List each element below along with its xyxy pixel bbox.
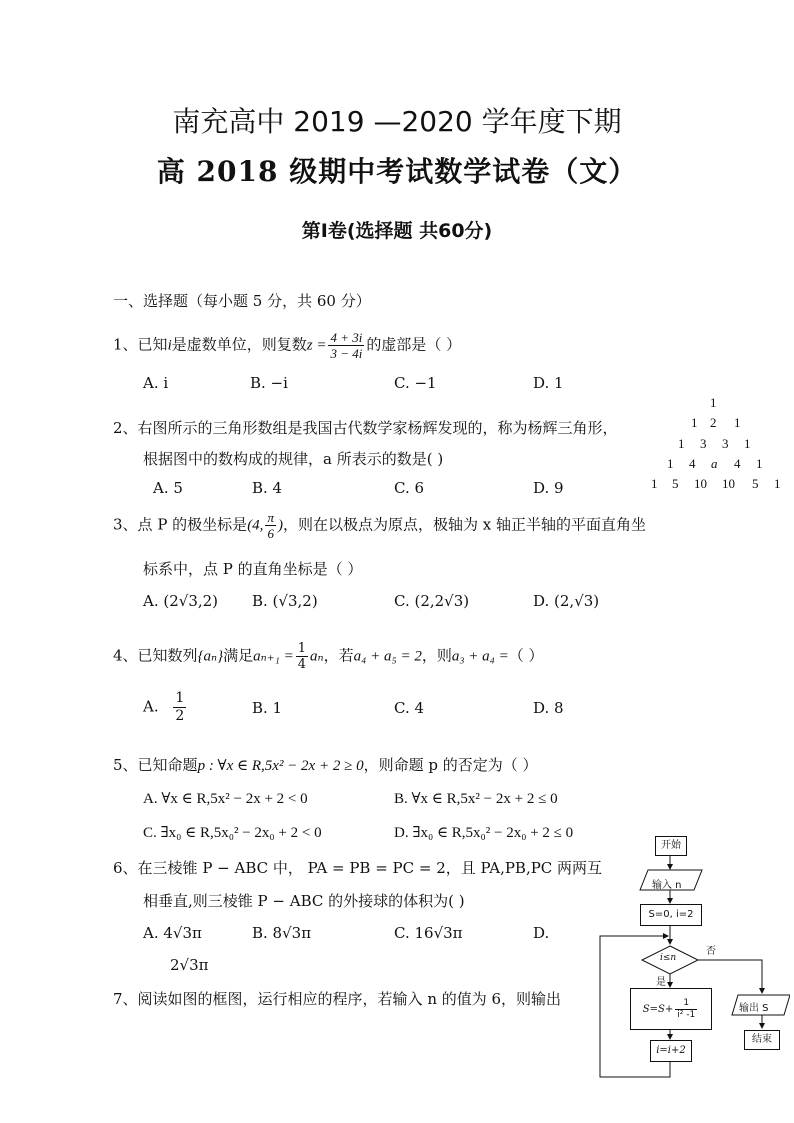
q2-option-b: B. 4: [252, 479, 283, 497]
q5-option-d: D. ∃x₀ ∈ R,5x₀² − 2x₀ + 2 ≤ 0: [394, 825, 574, 841]
q4-cond: a₄ + a₅ = 2: [353, 648, 422, 665]
q2-option-a: A. 5: [153, 479, 183, 497]
q4-option-c: C. 4: [394, 699, 425, 717]
q4-option-d: D. 8: [533, 699, 564, 717]
q4-text-c: ，若: [323, 646, 354, 665]
q2-option-c: C. 6: [394, 479, 425, 497]
q3-option-a: A. (2√3,2): [143, 592, 219, 610]
q3-frac-den: 6: [267, 526, 274, 541]
pascal-cell: 4: [734, 456, 741, 471]
pascal-cell: 1: [691, 415, 698, 430]
section-heading: 一、选择题（每小题 5 分，共 60 分）: [113, 292, 371, 310]
question-5: [113, 754, 538, 775]
flowchart-update-den: i² -1: [677, 1009, 696, 1020]
flowchart-update-fraction: [675, 998, 697, 1021]
q6-option-b: B. 8√3π: [252, 924, 312, 942]
pascal-cell: 3: [722, 436, 729, 451]
pascal-cell: 1: [734, 415, 741, 430]
flowchart-start: 开始: [655, 836, 687, 856]
pascal-cell: 5: [752, 476, 759, 491]
q5-option-c: C. ∃x₀ ∈ R,5x₀² − 2x₀ + 2 < 0: [143, 825, 322, 841]
question-4: [113, 641, 544, 672]
q4-option-a-label: A.: [143, 697, 159, 716]
q4-text-d: ，则: [421, 646, 452, 665]
pascal-cell: 1: [678, 436, 685, 451]
flowchart-end: 结束: [744, 1030, 780, 1050]
q6-option-d: D.: [533, 924, 550, 942]
q1-option-b: B. −i: [250, 374, 288, 392]
q6-line1-text: 在三棱锥 P − ABC 中， PA = PB = PC = 2，且 PA,PB,PC 两两互: [137, 859, 603, 877]
question-number: 3、: [113, 515, 138, 534]
q4-text-e: （ ）: [508, 646, 544, 665]
q3-text-b: ，则在以极点为原点，极轴为 x 轴正半轴的平面直角坐: [282, 515, 646, 534]
flowchart-yes-label: 是: [656, 977, 666, 988]
q1-text-a: 已知: [137, 335, 168, 354]
q4-seq: {aₙ}: [197, 648, 224, 665]
pascal-cell: 4: [689, 456, 696, 471]
q3-frac-num: π: [267, 510, 274, 525]
q5-text-a: 已知命题: [137, 756, 198, 774]
question-number: 5、: [113, 756, 138, 774]
q3-fraction: [265, 510, 276, 541]
question-2-line1: [113, 417, 618, 438]
q1-option-a: A. i: [143, 374, 169, 392]
flowchart-output-label: 输出 S: [739, 1003, 769, 1014]
q1-fraction: [328, 330, 364, 361]
q1-frac-num: 4 + 3i: [330, 330, 363, 345]
pascal-cell: 1: [710, 395, 717, 410]
q4-text-a: 已知数列: [137, 646, 198, 665]
flowchart-init: S=0, i=2: [640, 904, 702, 926]
question-number: 1、: [113, 335, 138, 354]
flowchart-condition-label: i≤n: [660, 953, 677, 963]
question-6-line1: [113, 857, 602, 878]
q4-fraction: [296, 641, 308, 672]
q6-option-d-value: 2√3π: [170, 956, 209, 974]
question-1: [113, 330, 461, 361]
pascal-cell: 10: [722, 476, 735, 491]
pascal-cell: 2: [710, 415, 717, 430]
pascal-cell: 10: [694, 476, 707, 491]
pascal-cell: 1: [667, 456, 674, 471]
pascal-cell-a: a: [711, 456, 718, 471]
q1-option-c: C. −1: [394, 374, 437, 392]
question-6-line2: 相垂直,则三棱锥 P − ABC 的外接球的体积为( ): [143, 892, 465, 910]
question-3-line2: 标系中，点 P 的直角坐标是（ ）: [143, 560, 363, 578]
question-number: 4、: [113, 646, 138, 665]
q4-text-b: 满足: [223, 646, 254, 665]
q4-opt-a-num: 1: [175, 690, 185, 706]
question-3-line1: [113, 510, 646, 541]
q1-z-eq: z =: [306, 337, 327, 354]
q1-text-b: 是虚数单位，则复数: [171, 335, 307, 354]
q7-line1-text: 阅读如图的框图，运行相应的程序，若输入 n 的值为 6，则输出: [137, 990, 562, 1008]
q5-option-a: A. ∀x ∈ R,5x² − 2x + 2 < 0: [143, 791, 308, 807]
q4-recur-right: aₙ: [310, 648, 324, 665]
question-number: 6、: [113, 859, 138, 877]
q3-coord-open: (4,: [247, 517, 264, 534]
pascal-cell: 5: [672, 476, 679, 491]
q4-ask: a₃ + a₄ =: [451, 648, 509, 665]
flowchart-update-text: S=S+: [642, 1003, 674, 1015]
question-number: 2、: [113, 419, 138, 437]
pascal-cell: 1: [744, 436, 751, 451]
q1-text-c: 的虚部是（ ）: [366, 335, 462, 354]
q5-option-b: B. ∀x ∈ R,5x² − 2x + 2 ≤ 0: [394, 791, 558, 807]
q3-option-c: C. (2,2√3): [394, 592, 470, 610]
q3-text-a: 点 P 的极坐标是: [137, 515, 248, 534]
q4-option-a: [143, 690, 188, 725]
q1-var-i: i: [167, 337, 172, 354]
exam-title-line1: 南充高中 2019 —2020 学年度下期: [172, 105, 622, 138]
flowchart-update-box: [630, 988, 712, 1030]
q4-opt-a-den: 2: [175, 708, 185, 724]
pascal-cell: 1: [774, 476, 781, 491]
q4-option-b: B. 1: [252, 699, 283, 717]
q3-coord-close: ): [277, 517, 283, 534]
q2-line1-text: 右图所示的三角形数组是我国古代数学家杨辉发现的，称为杨辉三角形，: [137, 419, 618, 437]
question-7-line1: [113, 988, 561, 1009]
flowchart-input-label: 输入 n: [652, 880, 682, 891]
q4-frac-num: 1: [297, 641, 307, 656]
pascal-cell: 1: [756, 456, 763, 471]
pascal-triangle: [640, 395, 790, 495]
pascal-cell: 1: [651, 476, 658, 491]
question-number: 7、: [113, 990, 138, 1008]
part-title: 第I卷(选择题 共60分): [301, 220, 493, 242]
q4-frac-den: 4: [297, 657, 307, 672]
q1-option-d: D. 1: [533, 374, 564, 392]
q1-frac-den: 3 − 4i: [330, 346, 363, 361]
q3-option-b: B. (√3,2): [252, 592, 318, 610]
question-2-line2: 根据图中的数构成的规律，a 所表示的数是( ): [143, 450, 444, 468]
q6-option-c: C. 16√3π: [394, 924, 463, 942]
flowchart-increment: i=i+2: [650, 1040, 692, 1062]
flowchart-no-label: 否: [706, 946, 716, 957]
q5-text-b: ，则命题 p 的否定为（ ）: [363, 756, 538, 774]
exam-title-line2: 高 2018 级期中考试数学试卷（文）: [156, 155, 638, 188]
q4-option-a-fraction: [173, 690, 186, 725]
flowchart-update-num: 1: [675, 998, 697, 1010]
pascal-cell: 3: [700, 436, 707, 451]
q2-option-d: D. 9: [533, 479, 564, 497]
q5-prop: p : ∀x ∈ R,5x² − 2x + 2 ≥ 0: [197, 758, 364, 774]
q3-option-d: D. (2,√3): [533, 592, 600, 610]
q6-option-a: A. 4√3π: [143, 924, 202, 942]
q4-recur-left: aₙ₊₁ =: [253, 648, 294, 665]
